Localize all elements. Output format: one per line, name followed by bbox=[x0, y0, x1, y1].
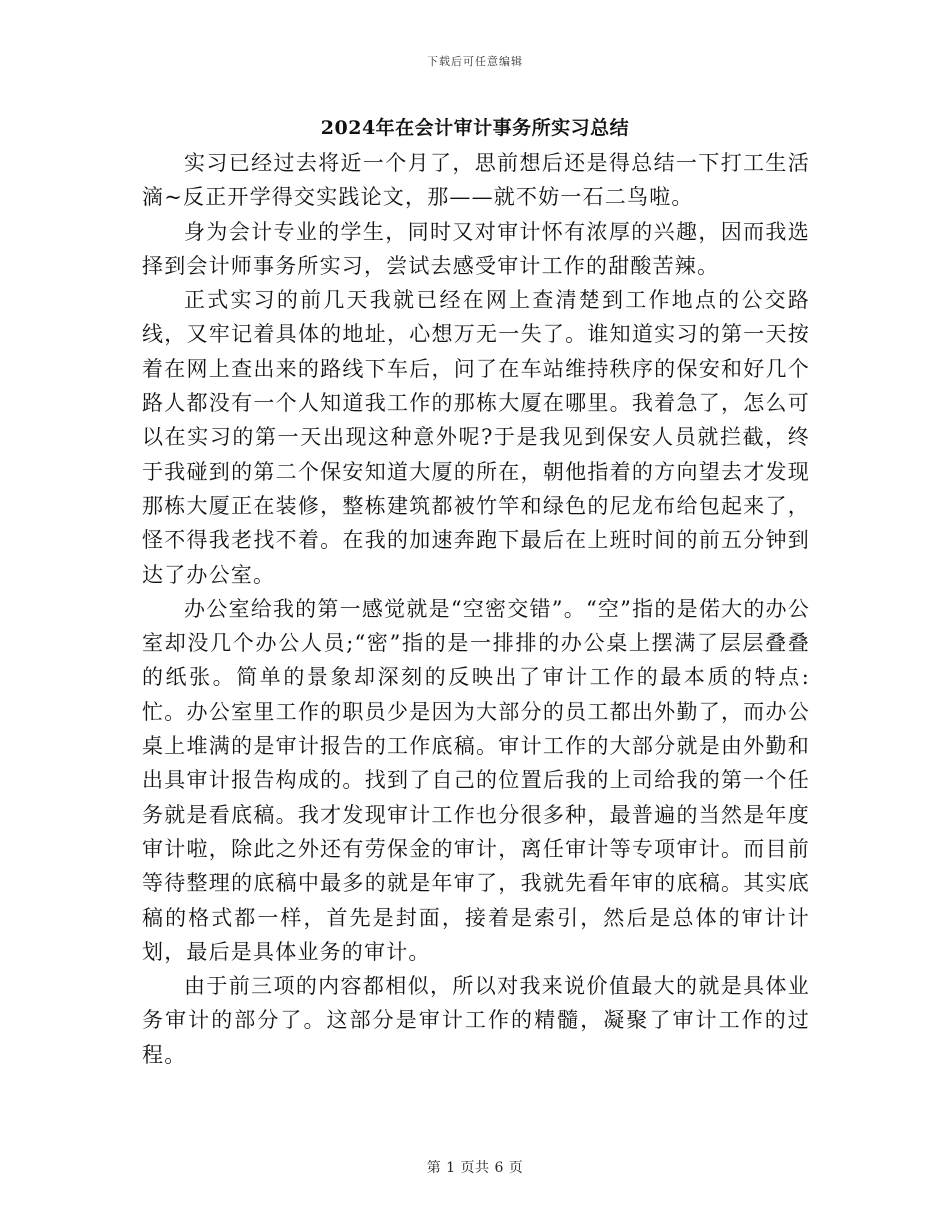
paragraph-1: 实习已经过去将近一个月了，思前想后还是得总结一下打工生活滴~反正开学得交实践论文，那——就不妨一石二鸟啦。 bbox=[142, 151, 810, 210]
header-note: 下载后可任意编辑 bbox=[427, 55, 523, 68]
paragraph-2: 身为会计专业的学生，同时又对审计怀有浓厚的兴趣，因而我选择到会计师事务所实习，尝试去感受审计工作的甜酸苦辣。 bbox=[142, 219, 810, 278]
document-title: 2024年在会计审计事务所实习总结 bbox=[320, 117, 630, 139]
paragraph-4: 办公室给我的第一感觉就是“空密交错”。“空”指的是偌大的办公室却没几个办公人员;“密”指的是一排排的办公桌上摆满了层层叠叠的纸张。简单的景象却深刻的反映出了审计工作的最本质的特点:忙。办公室里工作的职员少是因为大部分的员工都出外勤了，而办公桌上堆满的是审计报告的工作底稿。审计工作的大部分就是由外勤和出具审计报告构成的。找到了自己的位置后我的上司给我的第一个任务就是看底稿。我才发现审计工作也分很多种，最普遍的当然是年度审计啦，除此之外还有劳保金的审计，离任审计等专项审计。而目前等待整理的底稿中最多的就是年审了，我就先看年审的底稿。其实底稿的格式都一样，首先是封面，接着是索引，然后是总体的审计计划，最后是具体业务的审计。 bbox=[142, 596, 810, 964]
page-number: 第 1 页共 6 页 bbox=[426, 1160, 524, 1176]
paragraph-3: 正式实习的前几天我就已经在网上查清楚到工作地点的公交路线，又牢记着具体的地址，心想万无一失了。谁知道实习的第一天按着在网上查出来的路线下车后，问了在车站维持秩序的保安和好几个路人都没有一个人知道我工作的那栋大厦在哪里。我着急了，怎么可以在实习的第一天出现这种意外呢?于是我见到保安人员就拦截，终于我碰到的第二个保安知道大厦的所在，朝他指着的方向望去才发现那栋大厦正在装修，整栋建筑都被竹竿和绿色的尼龙布给包起来了，怪不得我老找不着。在我的加速奔跑下最后在上班时间的前五分钟到达了办公室。 bbox=[142, 288, 810, 587]
paragraph-5: 由于前三项的内容都相似，所以对我来说价值最大的就是具体业务审计的部分了。这部分是审计工作的精髓，凝聚了审计工作的过程。 bbox=[142, 974, 810, 1067]
document-body bbox=[142, 146, 810, 1072]
